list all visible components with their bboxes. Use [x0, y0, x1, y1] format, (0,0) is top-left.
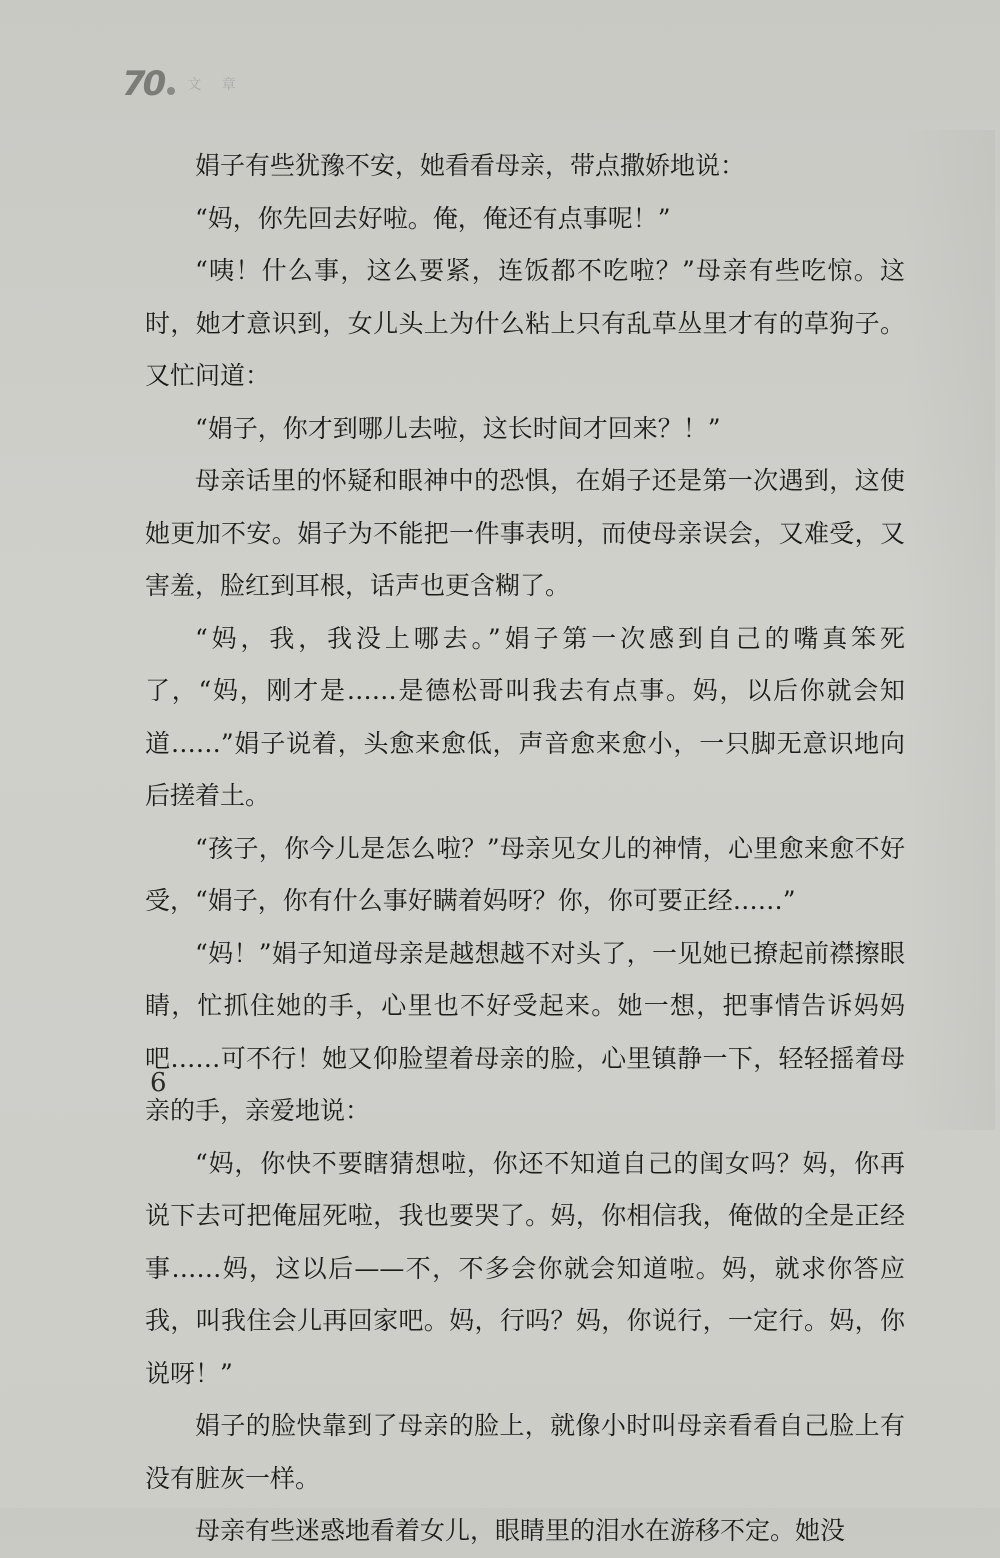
paragraph: 娟子有些犹豫不安，她看看母亲，带点撒娇地说： [195, 151, 746, 180]
body-text [145, 140, 905, 1558]
paragraph: “妈，我，我没上哪去。”娟子第一次感到自己的嘴真笨死了，“妈，刚才是……是德松哥叫我去有点事。妈，以后你就会知道……”娟子说着，头愈来愈低，声音愈来愈小，一只脚无意识地向后搓着土。 [145, 623, 905, 810]
paragraph: “娟子，你才到哪儿去啦，这长时间才回来？！” [195, 413, 721, 443]
running-header [122, 62, 244, 106]
paragraph: “孩子，你今儿是怎么啦？”母亲见女儿的神情，心里愈来愈不好受，“娟子，你有什么事好瞒着妈呀？你，你可要正经……” [145, 833, 905, 915]
paragraph: 娟子的脸快靠到了母亲的脸上，就像小时叫母亲看看自己脸上有没有脏灰一样。 [145, 1411, 905, 1493]
paragraph: 母亲话里的怀疑和眼神中的恐惧，在娟子还是第一次遇到，这使她更加不安。娟子为不能把一件事表明，而使母亲误会，又难受，又害羞，脸红到耳根，话声也更含糊了。 [145, 466, 905, 600]
logo-dot-icon [167, 87, 175, 95]
running-head-title: 文 章 [187, 77, 244, 93]
paragraph: “妈，你快不要瞎猜想啦，你还不知道自己的闺女吗？妈，你再说下去可把俺屈死啦，我也要哭了。妈，你相信我，俺做的全是正经事……妈，这以后——不，不多会你就会知道啦。妈，就求你答应我，叫我住会儿再回家吧。妈，行吗？妈，你说行，一定行。妈，你说呀！” [145, 1148, 905, 1388]
paragraph: “妈！”娟子知道母亲是越想越不对头了，一见她已撩起前襟擦眼睛，忙抓住她的手，心里也不好受起来。她一想，把事情告诉妈妈吧……可不行！她又仰脸望着母亲的脸，心里镇静一下，轻轻摇着母亲的手，亲爱地说： [145, 938, 905, 1125]
show-through-shadow [905, 130, 995, 1130]
page-number: 6 [150, 1068, 167, 1098]
paragraph: “咦！什么事，这么要紧，连饭都不吃啦？”母亲有些吃惊。这时，她才意识到，女儿头上为什么粘上只有乱草丛里才有的草狗子。又忙问道： [145, 256, 905, 390]
paragraph: “妈，你先回去好啦。俺，俺还有点事呢！” [195, 203, 671, 233]
series-logo: 70 [122, 64, 164, 104]
paragraph: 母亲有些迷惑地看着女儿，眼睛里的泪水在游移不定。她没 [195, 1516, 846, 1545]
